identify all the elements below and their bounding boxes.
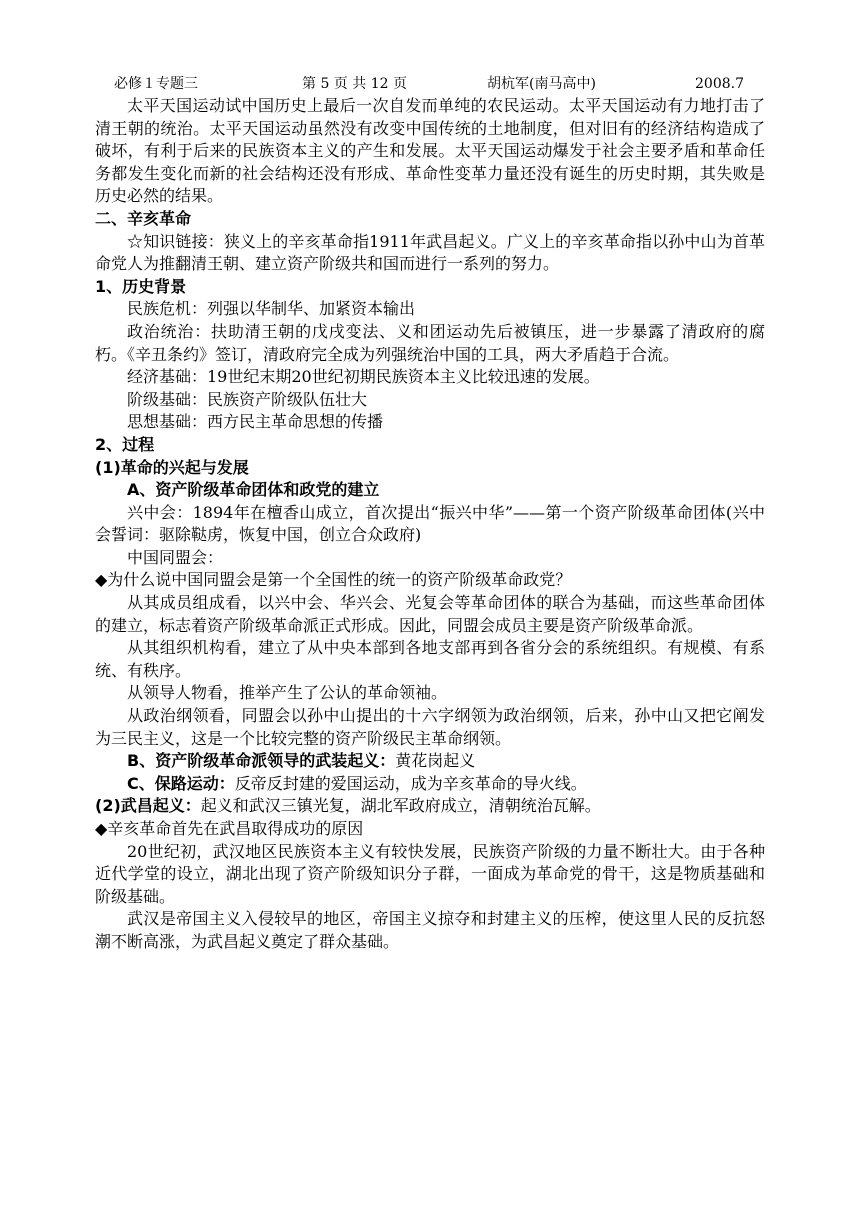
background-economic: 经济基础：19世纪末期20世纪初期民族资本主义比较迅速的发展。 bbox=[127, 367, 600, 387]
wuchang-text: 起义和武汉三镇光复，湖北军政府成立，清朝统治瓦解。 bbox=[200, 796, 601, 816]
wuchang-uprising bbox=[95, 795, 765, 818]
item-c-title: C、保路运动： bbox=[127, 773, 235, 793]
header-author: 胡杭军(南马高中) bbox=[487, 76, 596, 92]
background-political: 政治统治：扶助清王朝的戊戌变法、义和团运动先后被镇压，进一步暴露了清政府的腐朽。《辛丑条约》签订，清政府完全成为列强统治中国的工具，两大矛盾趋于合流。 bbox=[95, 321, 765, 364]
document-body bbox=[95, 95, 765, 954]
background-thought: 思想基础：西方民主革命思想的传播 bbox=[127, 412, 384, 432]
item-b-title: B、资产阶级革命派领导的武装起义： bbox=[127, 751, 396, 771]
intro-paragraph: 太平天国运动试中国历史上最后一次自发而单纯的农民运动。太平天国运动有力地打击了清王朝的统治。太平天国运动虽然没有改变中国传统的土地制度，但对旧有的经济结构造成了破坏，有利于后来的民族资本主义的产生和发展。太平天国运动爆发于社会主要矛盾和革命任务都发生变化而新的社会结构还没有形成、革命性变革力量还没有诞生的历史时期，其失败是历史必然的结果。 bbox=[95, 96, 765, 206]
knowledge-link-paragraph: ☆知识链接：狭义上的辛亥革命指1911年武昌起义。广义上的辛亥革命指以孙中山为首革命党人为推翻清王朝、建立资产阶级共和国而进行一系列的努力。 bbox=[95, 231, 765, 274]
tongmenghui-label: 中国同盟会： bbox=[127, 547, 224, 567]
section-title-xinhai: 二、辛亥革命 bbox=[95, 208, 192, 228]
xingzhonghui-paragraph: 兴中会：1894年在檀香山成立，首次提出“振兴中华”——第一个资产阶级革命团体(兴中会誓词：驱除鞑虏，恢复中国，创立合众政府) bbox=[95, 502, 765, 545]
question-1-answer-members: 从其成员组成看，以兴中会、华兴会、光复会等革命团体的联合为基础，而这些革命团体的建立，标志着资产阶级革命派正式形成。因此，同盟会成员主要是资产阶级革命派。 bbox=[95, 593, 765, 635]
question-1-answer-organization: 从其组织机构看，建立了从中央本部到各地支部再到各省分会的系统组织。有规模、有系统、有秩序。 bbox=[95, 638, 765, 680]
background-class: 阶级基础：民族资产阶级队伍壮大 bbox=[127, 389, 368, 409]
item-b-text: 黄花岗起义 bbox=[395, 751, 476, 771]
subsection-title-background: 1、历史背景 bbox=[95, 276, 187, 296]
header-page-number: 第 5 页 共 12 页 bbox=[302, 76, 407, 92]
item-title-a: A、资产阶级革命团体和政党的建立 bbox=[127, 480, 380, 500]
question-1-answer-leaders: 从领导人物看，推举产生了公认的革命领袖。 bbox=[127, 683, 448, 703]
question-2-answer-masses: 武汉是帝国主义入侵较早的地区，帝国主义掠夺和封建主义的压榨，使这里人民的反抗怒潮不断高涨，为武昌起义奠定了群众基础。 bbox=[95, 909, 765, 951]
header-date: 2008.7 bbox=[695, 76, 744, 92]
sub-subsection-title-rise: (1)革命的兴起与发展 bbox=[95, 457, 249, 477]
item-c bbox=[95, 773, 765, 796]
page-header bbox=[0, 74, 860, 94]
question-1-answer-program: 从政治纲领看，同盟会以孙中山提出的十六字纲领为政治纲领，后来，孙中山又把它阐发为三民主义，这是一个比较完整的资产阶级民主革命纲领。 bbox=[95, 706, 765, 748]
question-2: ◆辛亥革命首先在武昌取得成功的原因 bbox=[95, 819, 364, 838]
subsection-title-process: 2、过程 bbox=[95, 434, 155, 454]
question-1: ◆为什么说中国同盟会是第一个全国性的统一的资产阶级革命政党？ bbox=[95, 570, 572, 590]
wuchang-title: (2)武昌起义： bbox=[95, 796, 201, 816]
background-national-crisis: 民族危机：列强以华制华、加紧资本输出 bbox=[127, 299, 416, 319]
header-course: 必修１专题三 bbox=[114, 76, 198, 92]
question-2-answer-economic: 20世纪初，武汉地区民族资本主义有较快发展，民族资产阶级的力量不断壮大。由于各种近代学堂的设立，湖北出现了资产阶级知识分子群，一面成为革命党的骨干，这是物质基础和阶级基础。 bbox=[95, 841, 765, 906]
item-b bbox=[95, 750, 765, 773]
item-c-text: 反帝反封建的爱国运动，成为辛亥革命的导火线。 bbox=[234, 773, 587, 793]
